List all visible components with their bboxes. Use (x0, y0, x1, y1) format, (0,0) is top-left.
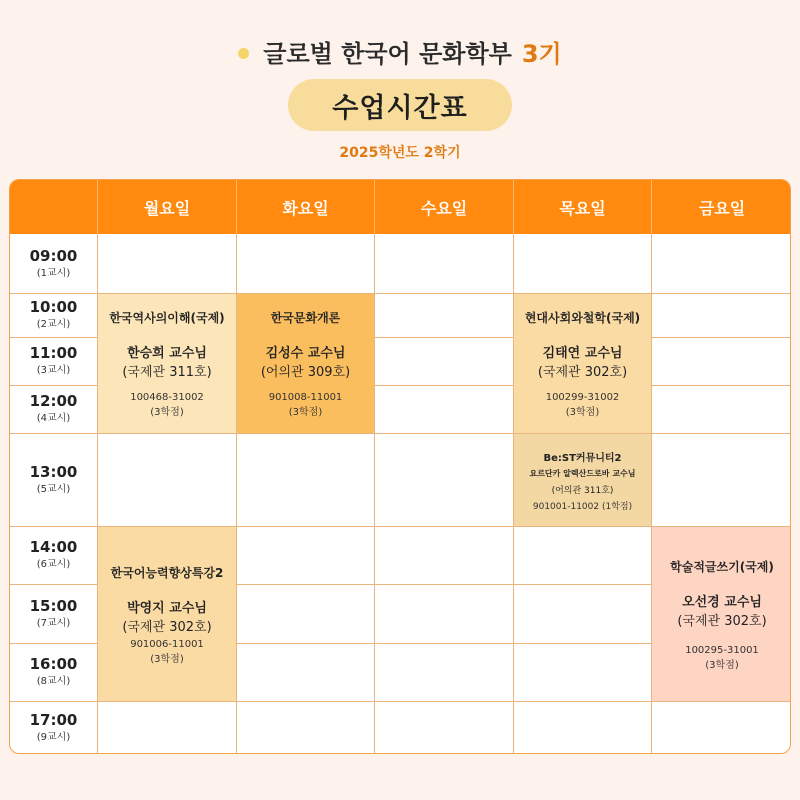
grid-line (10, 701, 791, 702)
course-title: 현대사회와철학(국제) (524, 311, 641, 325)
period-time: 09:00 (29, 246, 78, 265)
course-title: 학술적글쓰기(국제) (670, 559, 774, 574)
period-cell (10, 584, 97, 643)
course-code: 901008-11001 (268, 392, 343, 403)
day-header-mon: 월요일 (97, 180, 236, 234)
department-name: 글로벌 한국어 문화학부 (263, 40, 512, 68)
period-cell (10, 293, 97, 337)
day-header-thu: 목요일 (513, 180, 651, 234)
course-title: 한국문화개론 (270, 311, 341, 325)
timetable (9, 179, 791, 754)
page-title: 수업시간표 (288, 79, 512, 131)
period-time: 16:00 (29, 655, 78, 673)
course-credit: (3학점) (150, 653, 184, 665)
course-room: (국제관 311호) (122, 365, 212, 380)
course-block-tue-am[interactable] (237, 294, 374, 433)
cohort: 3기 (521, 40, 562, 68)
day-header-wed: 수요일 (374, 180, 513, 234)
period-cell (10, 337, 97, 385)
period-label: (9교시) (36, 732, 71, 743)
period-time: 15:00 (29, 596, 78, 615)
course-title: 한국역사의이해(국제) (109, 311, 225, 325)
period-label: (5교시) (36, 483, 71, 495)
period-label: (6교시) (36, 559, 71, 570)
semester-label: 2025학년도 2학기 (339, 145, 461, 161)
course-room: (국제관 302호) (677, 613, 767, 629)
period-time: 17:00 (29, 711, 78, 729)
department-line (0, 34, 800, 69)
course-code: 100468-31002 (130, 392, 204, 403)
period-time: 14:00 (29, 538, 78, 556)
period-label: (4교시) (36, 413, 71, 424)
course-room: (어의관 311호) (551, 485, 614, 496)
period-cell (10, 234, 97, 293)
course-professor: 요르단카 알렉산드로바 교수님 (529, 468, 636, 478)
course-professor: 김성수 교수님 (265, 346, 346, 361)
course-credit: (3학점) (288, 407, 323, 418)
course-title: Be:ST커뮤니티2 (543, 452, 622, 464)
course-credit: (3학점) (705, 659, 739, 671)
period-time: 12:00 (29, 392, 78, 410)
period-time: 10:00 (29, 298, 78, 316)
course-room: (국제관 302호) (122, 619, 212, 635)
bullet-dot-icon (238, 48, 249, 59)
period-label: (7교시) (36, 617, 71, 629)
course-professor: 박영지 교수님 (127, 600, 207, 616)
course-block-mon-pm[interactable] (98, 527, 236, 701)
day-header-row (10, 180, 791, 234)
course-title: 한국어능력향상특강2 (110, 565, 224, 580)
course-code: 901006-11001 (130, 638, 204, 650)
period-cell (10, 701, 97, 754)
course-credit: (3학점) (150, 407, 184, 418)
course-room: (어의관 309호) (260, 365, 351, 380)
course-block-thu-am[interactable] (514, 294, 651, 433)
course-code: 100295-31001 (685, 644, 759, 656)
course-room: (국제관 302호) (537, 365, 628, 380)
course-code: 100299-31002 (545, 392, 620, 403)
course-code-credit: 901001-11002 (1학점) (532, 501, 633, 512)
course-credit: (3학점) (565, 407, 600, 418)
course-block-mon-am[interactable] (98, 294, 236, 433)
period-label: (2교시) (36, 319, 71, 330)
course-professor: 오선경 교수님 (682, 594, 762, 610)
header (0, 0, 800, 175)
course-block-fri-pm[interactable] (652, 527, 791, 701)
course-professor: 김태연 교수님 (542, 346, 623, 361)
grid-line (10, 433, 791, 434)
period-label: (3교시) (36, 365, 71, 376)
day-header-tue: 화요일 (236, 180, 374, 234)
day-header-fri: 금요일 (651, 180, 791, 234)
period-cell (10, 385, 97, 433)
period-label: (1교시) (36, 267, 71, 279)
period-cell (10, 526, 97, 584)
grid-line (374, 234, 375, 754)
period-label: (8교시) (36, 676, 71, 687)
period-time: 11:00 (29, 344, 78, 362)
course-block-thu-mid[interactable] (514, 434, 651, 526)
period-time: 13:00 (29, 462, 78, 481)
period-cell (10, 433, 97, 526)
period-cell (10, 643, 97, 701)
course-professor: 한승희 교수님 (127, 346, 207, 361)
